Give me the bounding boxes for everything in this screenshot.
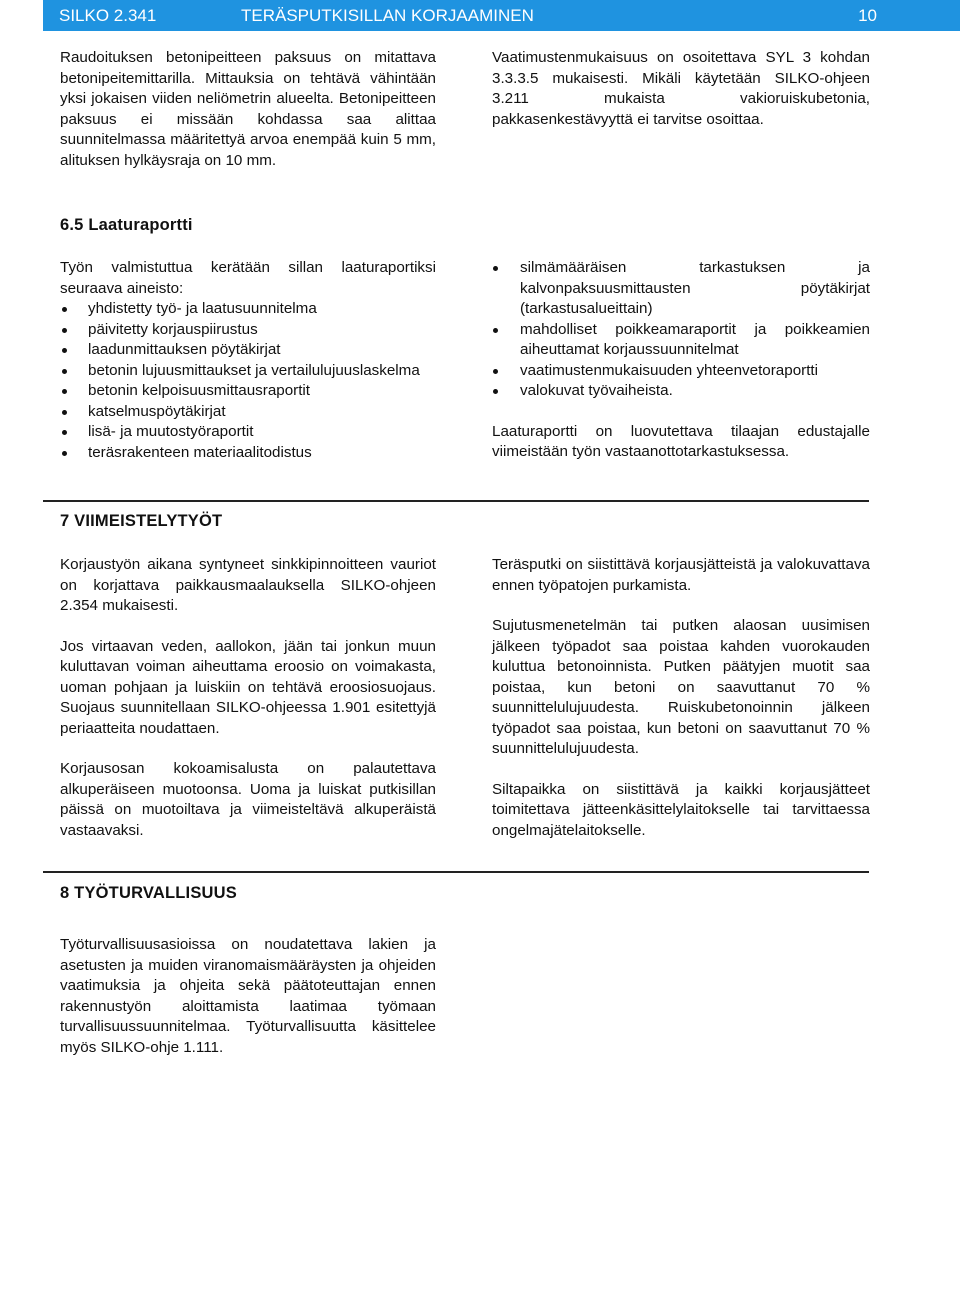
section-6-5-right-column (492, 258, 870, 463)
section-8-heading: 8 TYÖTURVALLISUUS (60, 884, 237, 902)
page-header (43, 0, 960, 31)
list-item: lisä- ja muutostyöraportit (60, 422, 436, 443)
section-divider (43, 500, 869, 502)
section-7-paragraph: Korjaustyön aikana syntyneet sinkkipinnoitteen vauriot on korjattava paikkausmaalauksella SILKO-ohjeen 2.354 mukaisesti. (60, 556, 436, 614)
intro-left-column (60, 48, 436, 171)
section-6-5-heading: 6.5 Laaturaportti (60, 216, 193, 234)
section-divider (43, 871, 869, 873)
section-7-paragraph: Siltapaikka on siistittävä ja kaikki korjausjätteet toimitettava jätteenkäsittelylaitokselle tai tarvittaessa ongelmajätelaitokselle. (492, 780, 870, 839)
section-7-paragraph: Jos virtaavan veden, aallokon, jään tai jonkun muun kuluttavan voiman aiheuttama eroosio on voimakasta, uoman pohjaan ja luiskiin on tehtävä eroosiosuojaus. Suojaus suunnitellaan SILKO-ohjeessa 1.901 esitettyjä periaatteita noudattaen. (60, 637, 436, 737)
list-item: päivitetty korjauspiirustus (60, 320, 436, 341)
list-item: silmämääräisen tarkastuksen ja kalvonpaksuusmittausten pöytäkirjat (tarkastusalueittain) (492, 258, 870, 320)
section-7-left-column (60, 555, 436, 841)
intro-left-paragraph: Raudoituksen betonipeitteen paksuus on mitattava betonipeitemittarilla. Mittauksia on tehtävä vähintään yksi jokaisen viiden neliömetrin alueelta. Betonipeitteen paksuus ei missään kohdassa saa alittaa suunnitelmassa määritettyä arvoa enempää kuin 5 mm, alituksen hylkäysraja on 10 mm. (60, 49, 436, 169)
section-7-paragraph: Sujutusmenetelmän tai putken alaosan uusimisen jälkeen työpadot saa poistaa kahden vuorokauden kuluttua betonoinnista. Putken päätyjen muotit saa poistaa, kun betoni on saavuttanut 70 % suunnittelulujuudesta. Ruiskubetonoinnin jälkeen työpadot saa poistaa, kun betoni on saavuttanut 70 % suunnittelulujuudesta. (492, 617, 870, 757)
section-7-paragraph: Teräsputki on siistittävä korjausjätteistä ja valokuvattava ennen työpatojen purkamista. (492, 556, 870, 594)
list-item: betonin lujuusmittaukset ja vertailulujuuslaskelma (60, 361, 436, 382)
section-8-paragraph: Työturvallisuusasioissa on noudatettava lakien ja asetusten ja muiden viranomaismääräysten ja ohjeiden vaatimuksia ja ohjeita sekä päätoteuttajan ennen rakennustyön aloittamista laatimaa työmaan turvallisuussuunnitelmaa. Työturvallisuutta käsittelee myös SILKO-ohje 1.111. (60, 936, 436, 1056)
page-number: 10 (858, 6, 877, 25)
document-title: TERÄSPUTKISILLAN KORJAAMINEN (241, 6, 534, 25)
section-7-paragraph: Korjausosan kokoamisalusta on palautettava alkuperäiseen muotoonsa. Uoma ja luiskat putkisillan päissä on muotoiltava ja viimeisteltävä alkuperäistä vastaavaksi. (60, 760, 436, 839)
list-item: yhdistetty työ- ja laatusuunnitelma (60, 299, 436, 320)
section-6-5-closing: Laaturaportti on luovutettava tilaajan edustajalle viimeistään työn vastaanottotarkastuksessa. (492, 422, 870, 460)
section-6-5-left-column (60, 258, 436, 463)
list-item: valokuvat työvaiheista. (492, 381, 870, 402)
section-8-left-column (60, 935, 436, 1058)
list-item: katselmuspöytäkirjat (60, 402, 436, 423)
section-7-heading: 7 VIIMEISTELYTYÖT (60, 512, 223, 530)
intro-right-paragraph: Vaatimustenmukaisuus on osoitettava SYL 3 kohdan 3.3.3.5 mukaisesti. Mikäli käytetään SILKO-ohjeen 3.211 mukaista vakioruiskubetonia, pakkasenkestävyyttä ei tarvitse osoittaa. (492, 49, 870, 128)
list-item: mahdolliset poikkeamaraportit ja poikkeamien aiheuttamat korjaussuunnitelmat (492, 320, 870, 361)
section-6-5-lead: Työn valmistuttua kerätään sillan laaturaportiksi seuraava aineisto: (60, 259, 436, 297)
list-item: vaatimustenmukaisuuden yhteenvetoraportti (492, 361, 870, 382)
document-code: SILKO 2.341 (59, 6, 157, 25)
deliverables-list-left (60, 299, 436, 463)
list-item: teräsrakenteen materiaalitodistus (60, 443, 436, 464)
deliverables-list-right (492, 258, 870, 402)
section-7-right-column (492, 555, 870, 841)
intro-right-column (492, 48, 870, 130)
list-item: betonin kelpoisuusmittausraportit (60, 381, 436, 402)
list-item: laadunmittauksen pöytäkirjat (60, 340, 436, 361)
